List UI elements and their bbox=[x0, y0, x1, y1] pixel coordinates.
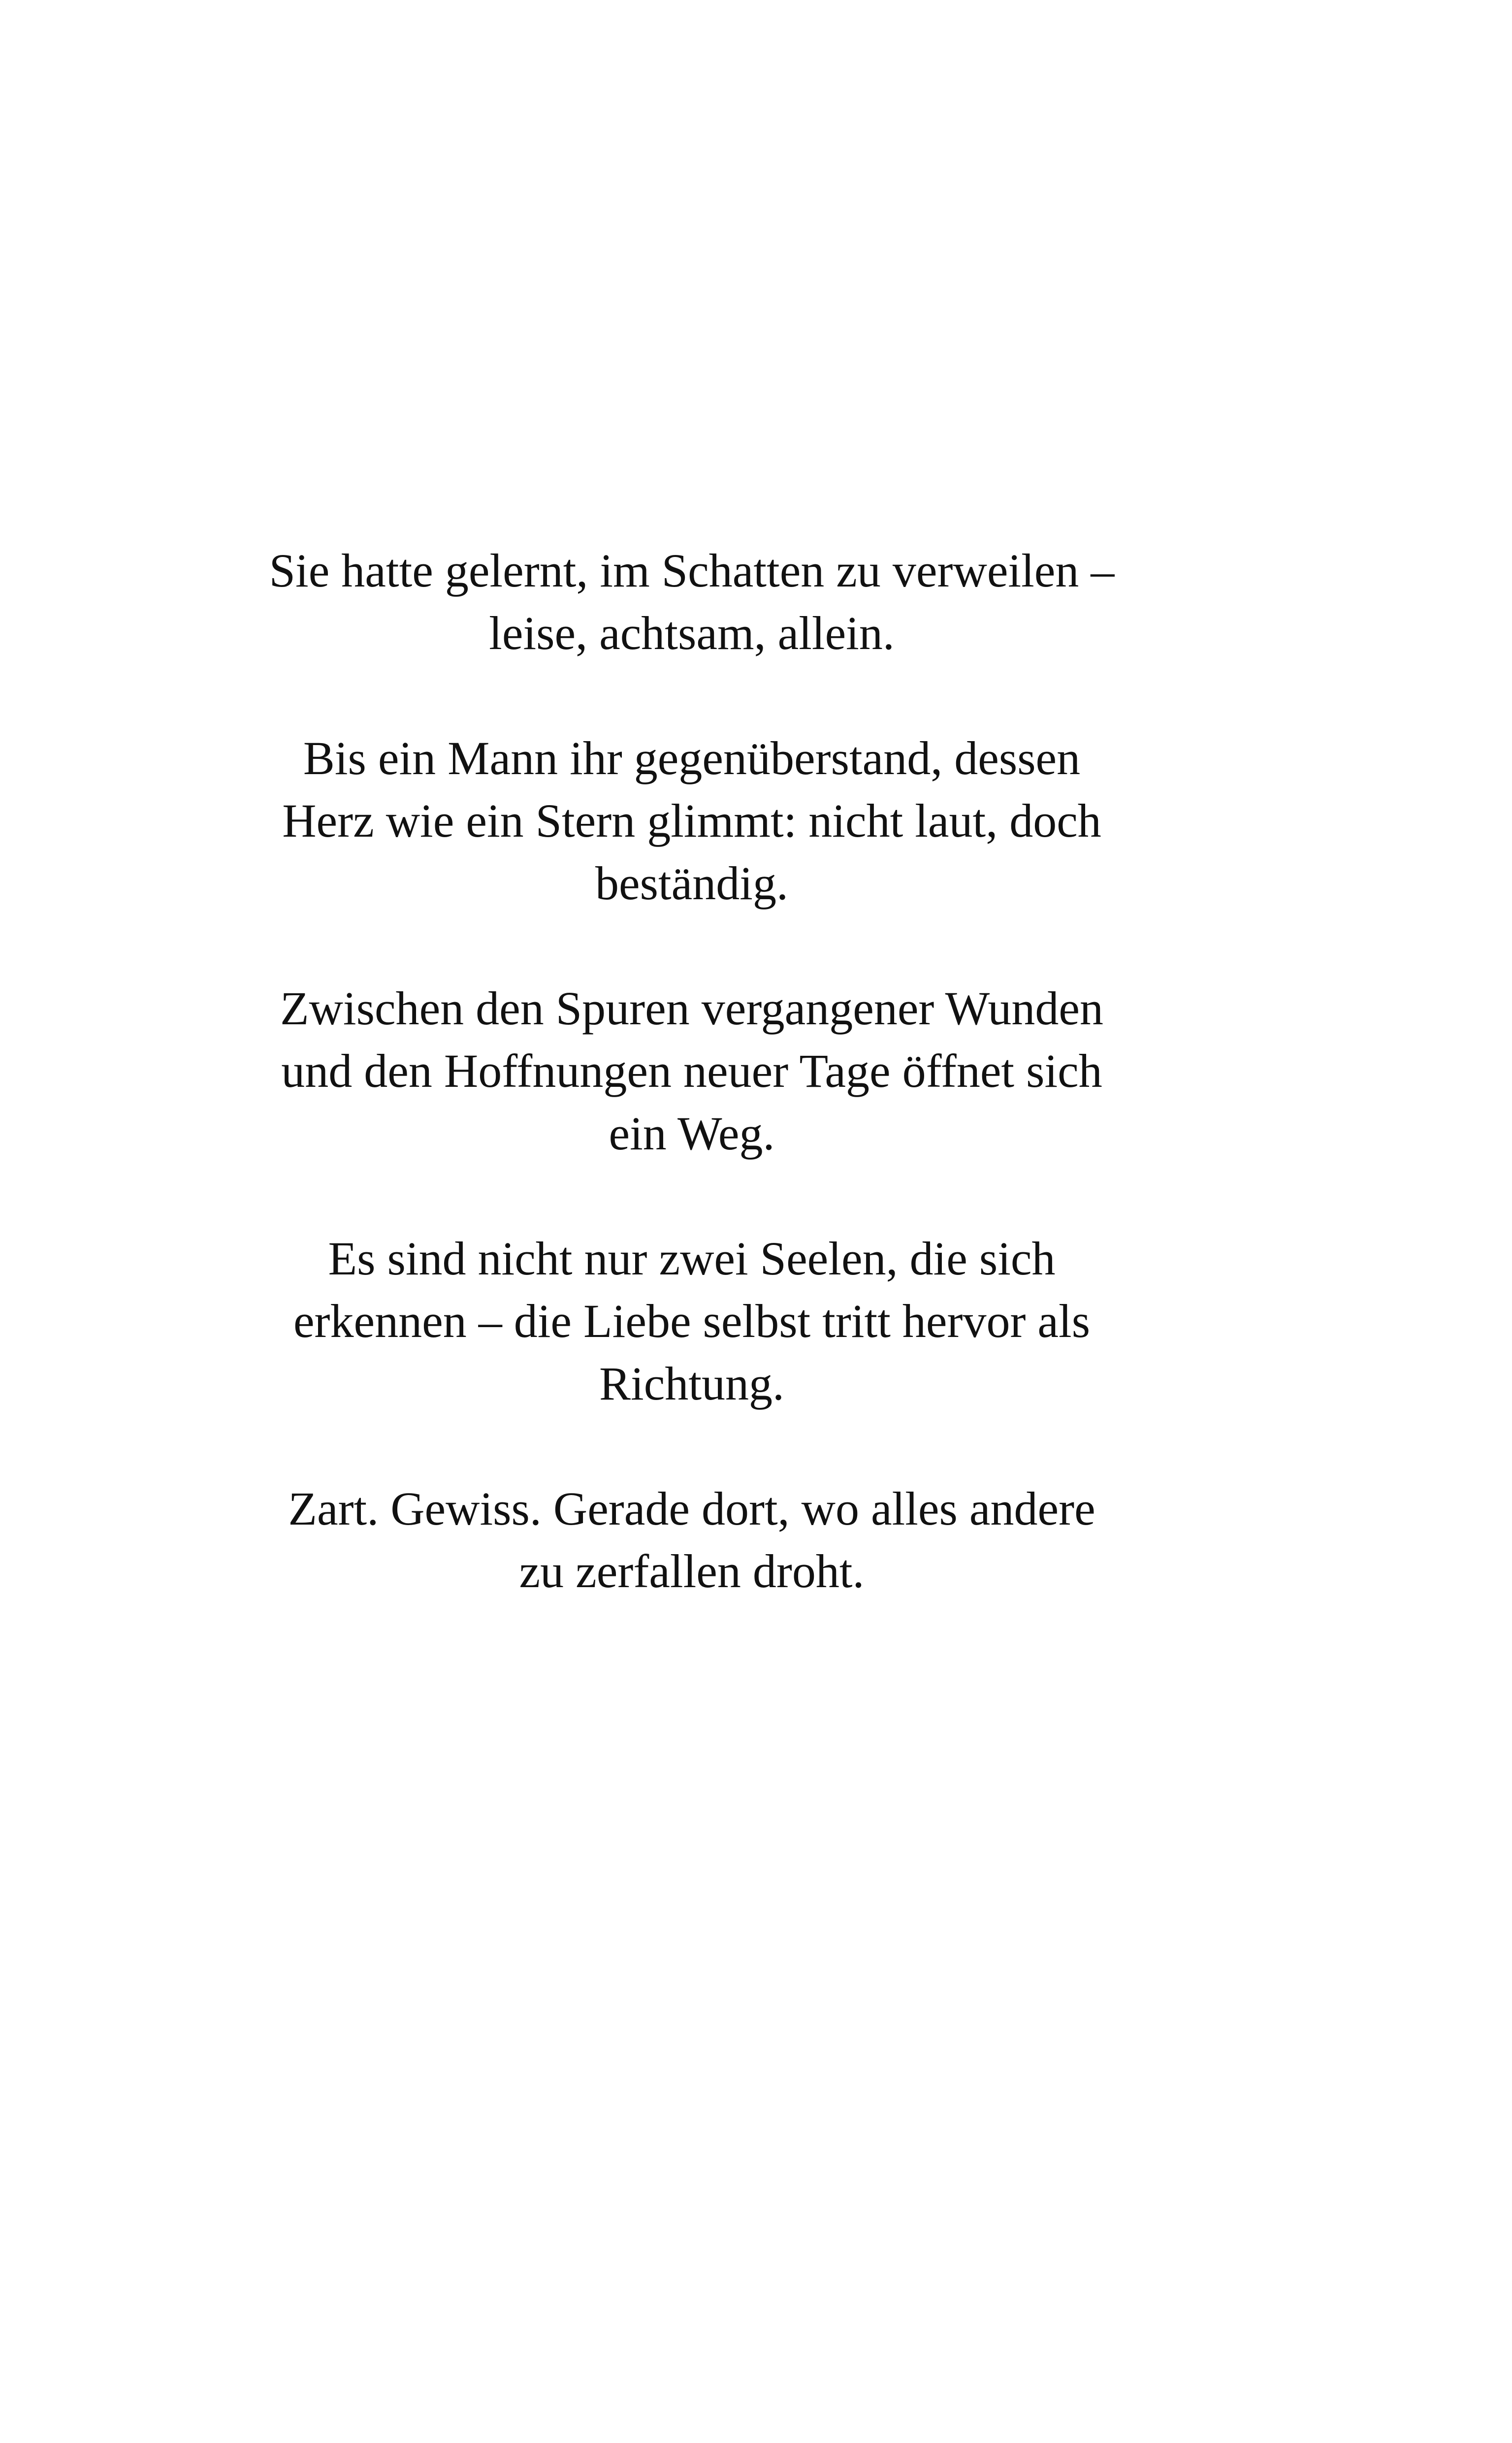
stanza-1 bbox=[236, 539, 1147, 664]
stanza-1-line-1: Sie hatte gelernt, im Schatten zu verweilen – bbox=[269, 544, 1115, 597]
stanza-2-line-3: beständig. bbox=[595, 857, 788, 910]
stanza-2-line-1: Bis ein Mann ihr gegenüberstand, dessen bbox=[303, 732, 1081, 784]
stanza-4-line-3: Richtung. bbox=[599, 1357, 784, 1410]
stanza-4-line-2: erkennen – die Liebe selbst tritt hervor als bbox=[293, 1295, 1091, 1347]
stanza-3-line-1: Zwischen den Spuren vergangener Wunden bbox=[280, 982, 1104, 1035]
stanza-2-line-2: Herz wie ein Stern glimmt: nicht laut, doch bbox=[282, 794, 1101, 847]
stanza-3 bbox=[236, 977, 1147, 1165]
stanza-5-line-1: Zart. Gewiss. Gerade dort, wo alles andere bbox=[288, 1482, 1095, 1535]
stanza-3-line-3: ein Weg. bbox=[609, 1107, 775, 1160]
poem-text bbox=[236, 539, 1147, 1602]
stanza-3-line-2: und den Hoffnungen neuer Tage öffnet sich bbox=[281, 1044, 1102, 1097]
stanza-5 bbox=[236, 1477, 1147, 1602]
stanza-2 bbox=[236, 727, 1147, 914]
stanza-5-line-2: zu zerfallen droht. bbox=[519, 1545, 865, 1597]
stanza-4 bbox=[236, 1227, 1147, 1415]
stanza-1-line-2: leise, achtsam, allein. bbox=[489, 607, 895, 659]
stanza-4-line-1: Es sind nicht nur zwei Seelen, die sich bbox=[328, 1232, 1056, 1285]
